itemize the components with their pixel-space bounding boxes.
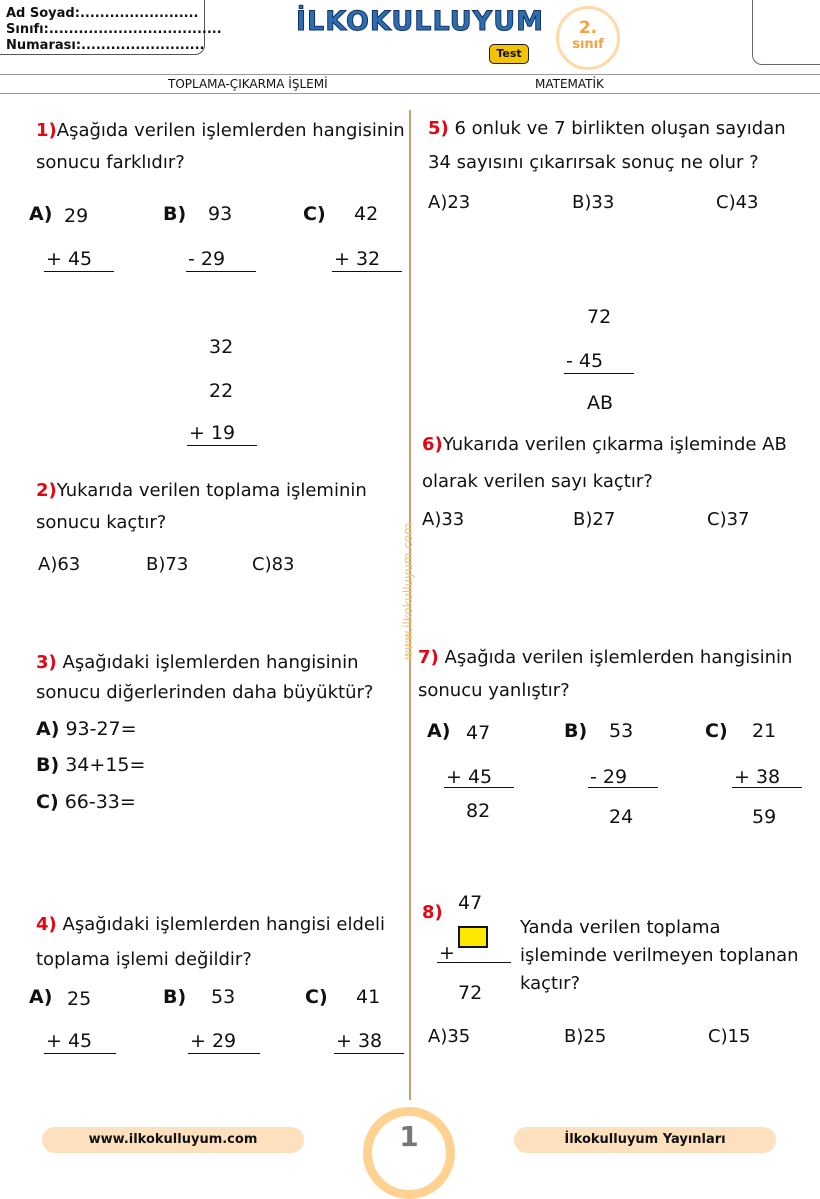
q4-option-c-op: + 38 (336, 1030, 383, 1052)
q4-text-line1: 4) Aşağıdaki işlemlerden hangisi eldeli (36, 914, 385, 935)
q1-option-a-op: + 45 (46, 248, 93, 270)
q6-result: AB (587, 392, 614, 414)
q8-text-line3: kaçtır? (520, 973, 581, 994)
q8-result: 72 (458, 982, 483, 1004)
q7-option-a-result: 82 (466, 800, 491, 822)
q5-text-line2: 34 sayısını çıkarırsak sonuç ne olur ? (428, 152, 759, 173)
q2-option-b[interactable]: B)73 (146, 554, 189, 575)
q7-option-a-top: 47 (466, 722, 491, 744)
q7-text-line1: 7) Aşağıda verilen işlemlerden hangisinin (418, 647, 793, 668)
q1-option-a-top: 29 (64, 205, 89, 227)
q3-option-a[interactable]: A) 93-27= (36, 718, 137, 740)
class-field: Sınıfı:................................... (6, 22, 222, 37)
q3-option-c[interactable]: C) 66-33= (36, 791, 136, 813)
q7-option-a-op: + 45 (446, 766, 493, 788)
q7-option-b-result: 24 (609, 806, 634, 828)
topic-bar (0, 74, 820, 94)
q4-option-b-top: 53 (211, 986, 236, 1008)
q8-option-c[interactable]: C)15 (708, 1026, 751, 1047)
q8-missing-number-box (458, 926, 488, 948)
q2-option-c[interactable]: C)83 (252, 554, 295, 575)
q4-option-b-line (188, 1053, 260, 1054)
footer-publisher: İlkokulluyum Yayınları (514, 1127, 776, 1153)
q4-text-line2: toplama işlemi değildir? (36, 949, 252, 970)
q8-top-operand: 47 (458, 892, 483, 914)
q5-text-line1: 5) 6 onluk ve 7 birlikten oluşan sayıdan (428, 118, 786, 139)
q7-option-c-line (732, 787, 802, 788)
q2-text-line1: 2)Yukarıda verilen toplama işleminin (36, 480, 367, 501)
q2-text-line2: sonucu kaçtır? (36, 512, 167, 533)
score-box (752, 0, 820, 65)
q8-option-a[interactable]: A)35 (428, 1026, 471, 1047)
q7-option-c-top: 21 (752, 720, 777, 742)
q4-option-a-label[interactable]: A) (29, 986, 53, 1008)
topic-title: TOPLAMA-ÇIKARMA İŞLEMİ (168, 77, 328, 91)
q6-option-a[interactable]: A)33 (422, 509, 465, 530)
logo: İLKOKULLUYUM (296, 6, 544, 37)
q6-text-line2: olarak verilen sayı kaçtır? (422, 471, 653, 492)
q1-option-b-line (186, 271, 256, 272)
q1-option-b-label[interactable]: B) (163, 203, 187, 225)
q1-text-line1: 1)Aşağıda verilen işlemlerden hangisinin (36, 120, 405, 141)
q4-option-a-line (44, 1053, 116, 1054)
q1-option-b-top: 93 (208, 203, 233, 225)
grade-word: sınıf (572, 37, 604, 52)
q1-option-a-line (44, 271, 114, 272)
q6-option-c[interactable]: C)37 (707, 509, 750, 530)
q1-text-line2: sonucu farklıdır? (36, 152, 185, 173)
grade-badge (556, 6, 620, 70)
q3-text-line2: sonucu diğerlerinden daha büyüktür? (36, 682, 374, 703)
page-number-badge (363, 1107, 455, 1199)
q6-text-line1: 6)Yukarıda verilen çıkarma işleminde AB (422, 434, 787, 455)
q2-operand-3: + 19 (189, 422, 236, 444)
q7-option-c-result: 59 (752, 806, 777, 828)
q7-option-b-label[interactable]: B) (564, 720, 588, 742)
q5-option-b[interactable]: B)33 (572, 192, 615, 213)
q2-operand-1: 32 (209, 336, 234, 358)
q6-result-line (564, 373, 634, 374)
q7-option-a-label[interactable]: A) (427, 720, 451, 742)
q5-option-c[interactable]: C)43 (716, 192, 759, 213)
q6-operand-2: - 45 (566, 350, 604, 372)
q1-option-b-op: - 29 (188, 248, 226, 270)
q8-result-line (437, 962, 511, 963)
q4-option-c-top: 41 (356, 986, 381, 1008)
side-watermark-url: www.ilkokulluyum.com (401, 523, 415, 660)
q7-option-b-top: 53 (609, 720, 634, 742)
q1-option-c-top: 42 (354, 203, 379, 225)
q6-option-b[interactable]: B)27 (573, 509, 616, 530)
q4-option-a-top: 25 (67, 988, 92, 1010)
q1-option-a-label[interactable]: A) (29, 203, 53, 225)
q3-text-line1: 3) Aşağıdaki işlemlerden hangisinin (36, 652, 359, 673)
q7-option-c-op: + 38 (734, 766, 781, 788)
q7-text-line2: sonucu yanlıştır? (418, 680, 570, 701)
q8-text-line2: işleminde verilmeyen toplanan (520, 945, 799, 966)
q4-option-c-label[interactable]: C) (305, 986, 328, 1008)
q4-option-a-op: + 45 (46, 1030, 93, 1052)
q4-option-c-line (334, 1053, 404, 1054)
q2-operand-2: 22 (209, 380, 234, 402)
q4-option-b-op: + 29 (190, 1030, 237, 1052)
q2-result-line (187, 445, 257, 446)
q3-option-b[interactable]: B) 34+15= (36, 754, 146, 776)
q8-text-line1: Yanda verilen toplama (520, 917, 721, 938)
q8-number: 8) (422, 902, 443, 923)
footer-url[interactable]: www.ilkokulluyum.com (42, 1127, 304, 1153)
q1-option-c-line (332, 271, 402, 272)
q1-option-c-op: + 32 (334, 248, 381, 270)
q2-option-a[interactable]: A)63 (38, 554, 81, 575)
name-field: Ad Soyad:........................ (6, 6, 199, 21)
page-number: 1 (399, 1120, 419, 1153)
q7-option-c-label[interactable]: C) (705, 720, 728, 742)
logo-test-badge: Test (489, 44, 529, 64)
q7-option-b-op: - 29 (590, 766, 628, 788)
q6-operand-1: 72 (587, 306, 612, 328)
q8-plus-sign: + (439, 942, 455, 964)
grade-number: 2. (578, 18, 598, 38)
q5-option-a[interactable]: A)23 (428, 192, 471, 213)
subject-title: MATEMATİK (535, 77, 604, 91)
student-info-box (0, 0, 222, 55)
number-field: Numarası:......................... (6, 38, 205, 53)
q4-option-b-label[interactable]: B) (163, 986, 187, 1008)
q7-option-b-line (588, 787, 658, 788)
q1-option-c-label[interactable]: C) (303, 203, 326, 225)
q8-option-b[interactable]: B)25 (564, 1026, 607, 1047)
q7-option-a-line (444, 787, 514, 788)
